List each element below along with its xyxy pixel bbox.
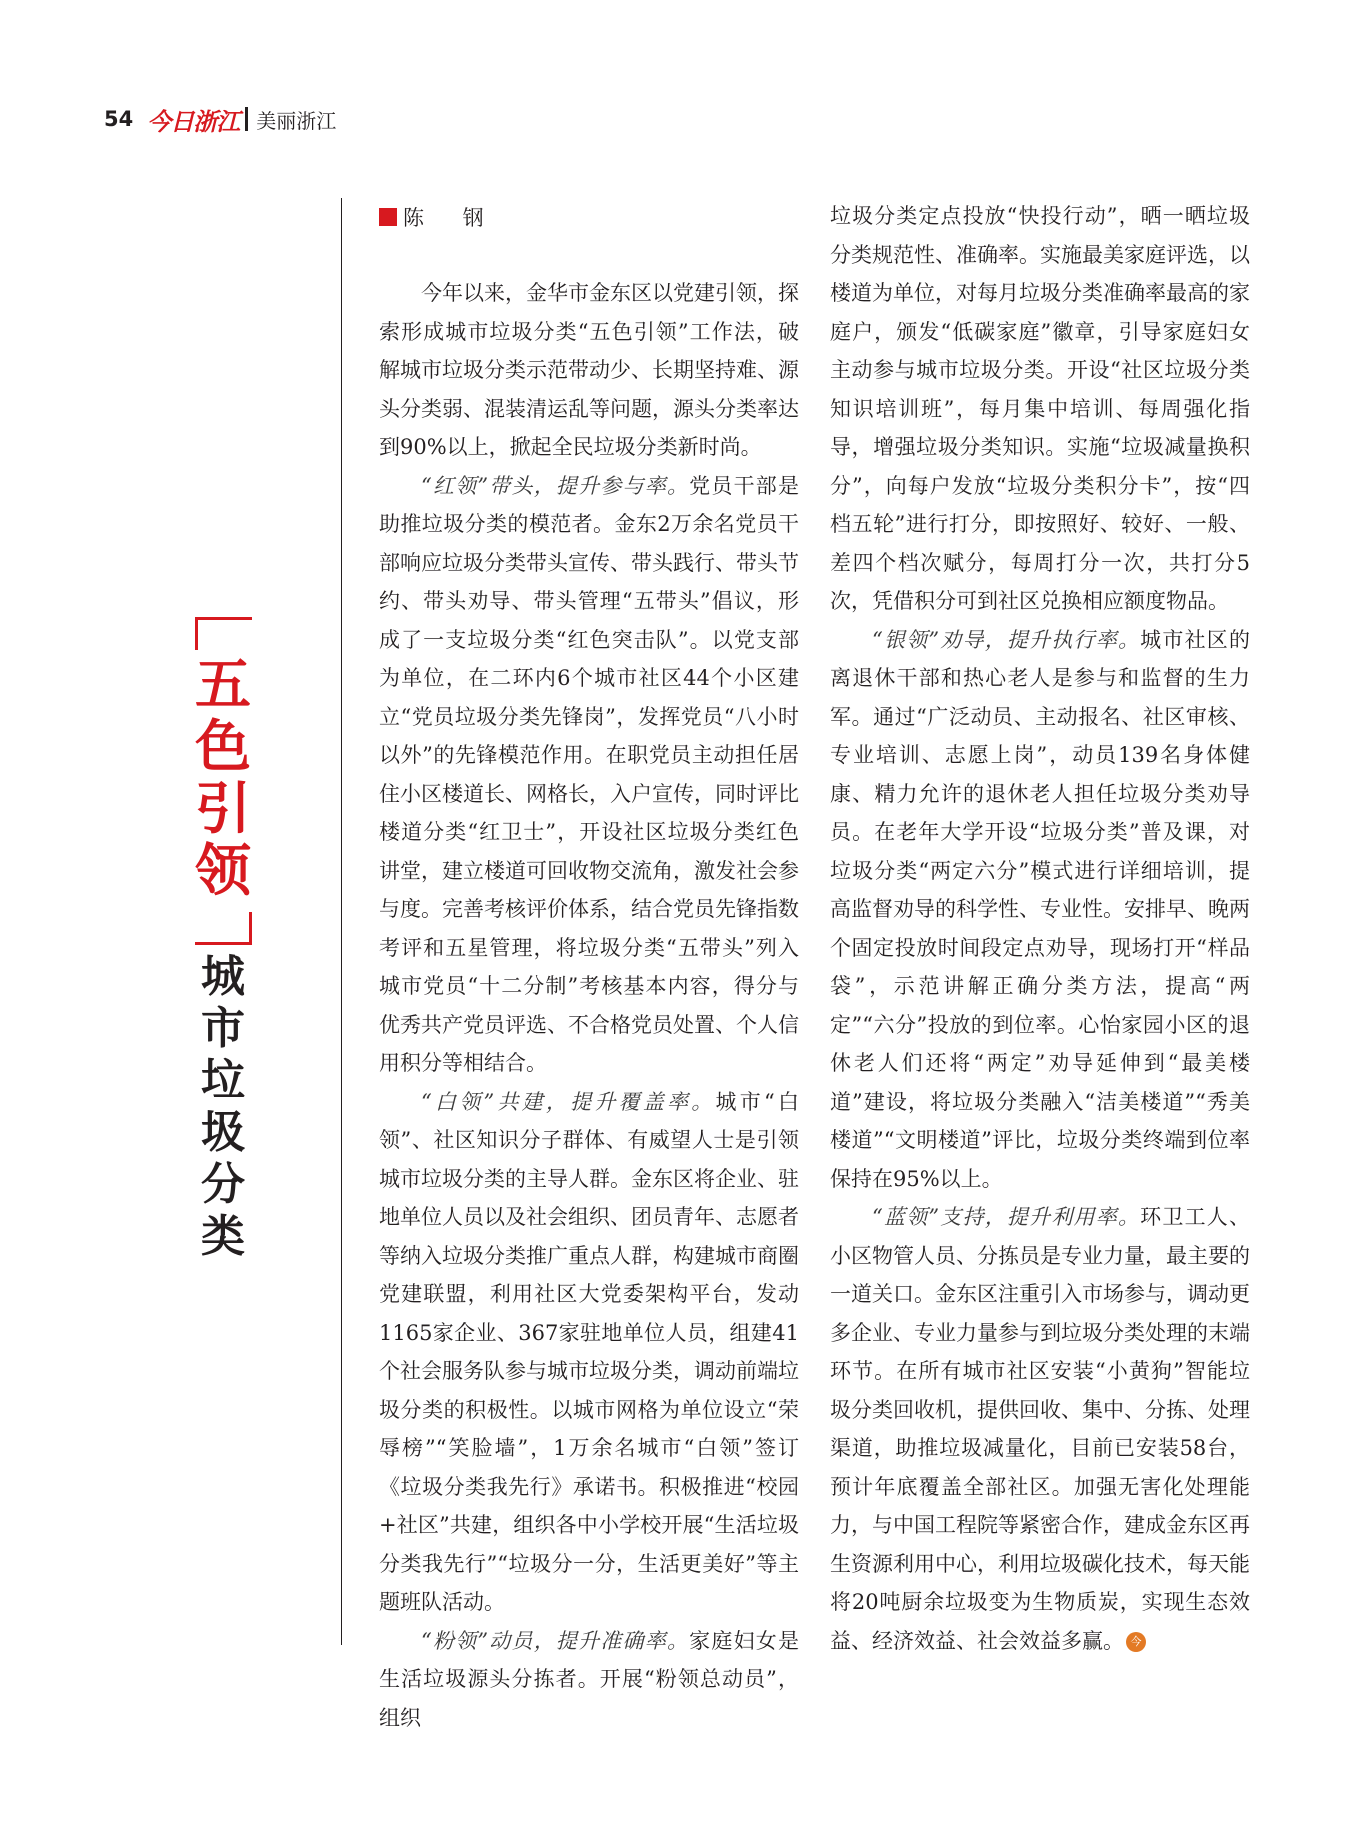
blue-body: 环卫工人、小区物管人员、分拣员是专业力量，最主要的一道关口。金东区注重引入市场参与，调动更多企业、专业力量参与到垃圾分类处理的末端环节。在所有城市社区安装“小黄狗”智能垃圾分类回收机，提供回收、集中、分拣、处理渠道，助推垃圾减量化，目前已安装58台，预计年底覆盖全部社区。加强无害化处理能力，与中国工程院等紧密合作，建成金东区再生资源利用中心，利用垃圾碳化技术，每天能将20吨厨余垃圾变为生物质炭，实现生态效益、经济效益、社会效益多赢。 [830,1205,1250,1653]
title-char: 引 [195,777,251,842]
red-body: 党员干部是助推垃圾分类的模范者。金东2万余名党员干部响应垃圾分类带头宣传、带头践行、带头节约、带头劝导、带头管理“五带头”倡议，形成了一支垃圾分类“红色突击队”。以党支部为单位，在二环内6个城市社区44个小区建立“党员垃圾分类先锋岗”，发挥党员“八小时以外”的先锋模范作用。在职党员主动担任居住小区楼道长、网格长，入户宣传，同时评比楼道分类“红卫士”，开设社区垃圾分类红色讲堂，建立楼道可回收物交流角，激发社会参与度。完善考核评价体系，结合党员先锋指数考评和五星管理，将垃圾分类“五带头”列入城市党员“十二分制”考核基本内容，得分与优秀共产党员评选、不合格党员处置、个人信用积分等相结合。 [379,473,799,1075]
article-column-left [379,274,799,1737]
blue-paragraph [830,1198,1250,1660]
red-lead: “红领”带头，提升参与率。 [421,473,690,498]
white-body: 城市“白领”、社区知识分子群体、有威望人士是引领城市垃圾分类的主导人群。金东区将企业、驻地单位人员以及社会组织、团员青年、志愿者等纳入垃圾分类推广重点人群，构建城市商圈党建联盟，利用社区大党委架构平台，发动1165家企业、367家驻地单位人员，组建41个社会服务队参与城市垃圾分类，调动前端垃圾分类的积极性。以城市网格为单位设立“荣辱榜”“笑脸墙”，1万余名城市“白领”签订《垃圾分类我先行》承诺书。积极推进“校园+社区”共建，组织各中小学校开展“生活垃圾分类我先行”“垃圾分一分，生活更美好”等主题班队活动。 [379,1089,799,1614]
subtitle-char: 分 [201,1159,245,1210]
title-bracket-close [195,912,252,945]
white-paragraph [379,1083,799,1622]
subtitle-char: 市 [201,1003,245,1054]
article-column-right [830,197,1250,1660]
author-byline [379,202,500,232]
silver-lead: “银领”劝导，提升执行率。 [872,627,1141,652]
author-marker-icon [379,208,397,226]
pink-paragraph-continued: 垃圾分类定点投放“快投行动”，晒一晒垃圾分类规范性、准确率。实施最美家庭评选，以楼道为单位，对每月垃圾分类准确率最高的家庭户，颁发“低碳家庭”徽章，引导家庭妇女主动参与城市垃圾分类。开设“社区垃圾分类知识培训班”，每月集中培训、每周强化指导，增强垃圾分类知识。实施“垃圾减量换积分”，向每户发放“垃圾分类积分卡”，按“四档五轮”进行打分，即按照好、较好、一般、差四个档次赋分，每周打分一次，共打分5次，凭借积分可到社区兑换相应额度物品。 [830,204,1250,613]
page-header [104,102,336,136]
title-char: 领 [195,839,251,904]
page-number: 54 [104,107,134,131]
pink-body-start: 家庭妇女是生活垃圾源头分拣者。开展“粉领总动员”，组织 [379,1628,799,1730]
intro-paragraph: 今年以来，金华市金东区以党建引领，探索形成城市垃圾分类“五色引领”工作法，破解城市垃圾分类示范带动少、长期坚持难、源头分类弱、混装清运乱等问题，源头分类率达到90%以上，掀起全民垃圾分类新时尚。 [379,281,799,459]
pink-paragraph [379,1622,799,1738]
red-paragraph [379,467,799,1083]
article-title-sub [190,951,256,1267]
header-divider [245,107,248,131]
title-char: 色 [195,715,251,780]
pink-lead: “粉领”动员，提升准确率。 [421,1628,690,1653]
article-end-icon: 今 [1126,1632,1146,1652]
subtitle-char: 城 [201,951,245,1002]
title-char: 五 [195,653,251,718]
blue-lead: “蓝领”支持，提升利用率。 [872,1205,1141,1229]
subtitle-char: 圾 [201,1107,245,1158]
silver-paragraph [830,621,1250,1199]
title-bracket-open [195,617,252,650]
section-name: 美丽浙江 [256,108,337,133]
silver-body: 城市社区的离退休干部和热心老人是参与和监督的生力军。通过“广泛动员、主动报名、社区审核、专业培训、志愿上岗”，动员139名身体健康、精力允许的退休老人担任垃圾分类劝导员。在老年大学开设“垃圾分类”普及课，对垃圾分类“两定六分”模式进行详细培训，提高监督劝导的科学性、专业性。安排早、晚两个固定投放时间段定点劝导，现场打开“样品袋”，示范讲解正确分类方法，提高“两定”“六分”投放的到位率。心怡家园小区的退休老人们还将“两定”劝导延伸到“最美楼道”建设，将垃圾分类融入“洁美楼道”“秀美楼道”“文明楼道”评比，垃圾分类终端到位率保持在95%以上。 [830,627,1250,1191]
magazine-logo: 今日浙江 [147,106,240,136]
author-name: 陈 钢 [403,206,500,230]
column-divider-rule [341,198,342,1645]
white-lead: “白领”共建，提升覆盖率。 [421,1089,716,1114]
subtitle-char: 类 [201,1211,245,1262]
subtitle-char: 垃 [201,1055,245,1106]
article-title-main [186,617,260,945]
